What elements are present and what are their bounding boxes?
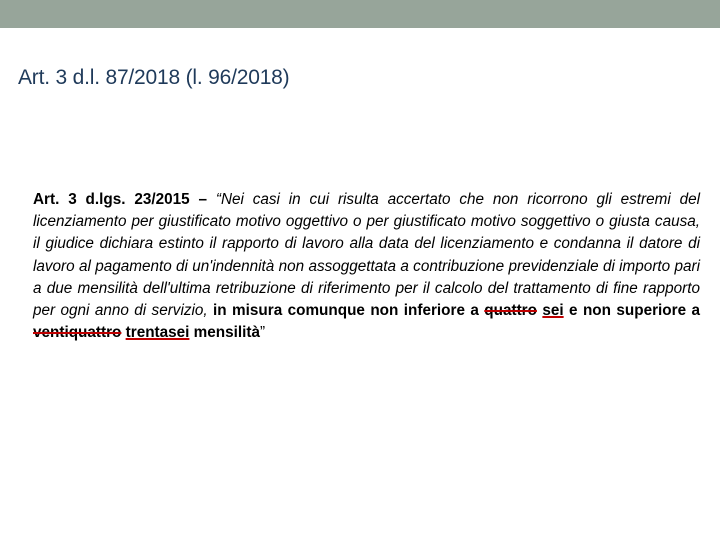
deleted-minimum: quattro	[484, 302, 537, 320]
law-quote-paragraph	[33, 189, 700, 344]
closing-quote: ”	[259, 324, 266, 342]
deleted-maximum: ventiquattro	[33, 324, 122, 342]
quoted-text: “Nei casi in cui risulta accertato che non ricorrono gli estremi del licenziamento per giustificato motivo oggettivo o per giustificato motivo soggettivo o giusta causa, il giudice dichiara estinto il rapporto di lavoro alla data del licenziamento e condanna il datore di lavoro al pagamento di un'indennità non assoggettata a contribuzione previdenziale di importo pari a due mensilità dell'ultima retribuzione di riferimento per il calcolo del trattamento di fine rapporto per ogni anno di servizio,	[33, 191, 701, 320]
inserted-maximum: trentasei	[125, 324, 190, 342]
emphasis-minimum: in misura comunque non inferiore a	[207, 302, 485, 320]
emphasis-end: mensilità	[193, 324, 260, 342]
top-accent-bar	[0, 0, 720, 28]
emphasis-maximum: e non superiore a	[563, 302, 700, 320]
inserted-minimum: sei	[542, 302, 564, 320]
slide-title: Art. 3 d.l. 87/2018 (l. 96/2018)	[18, 66, 290, 89]
dash-separator: –	[189, 191, 216, 208]
article-reference: Art. 3 d.lgs. 23/2015	[33, 191, 190, 208]
